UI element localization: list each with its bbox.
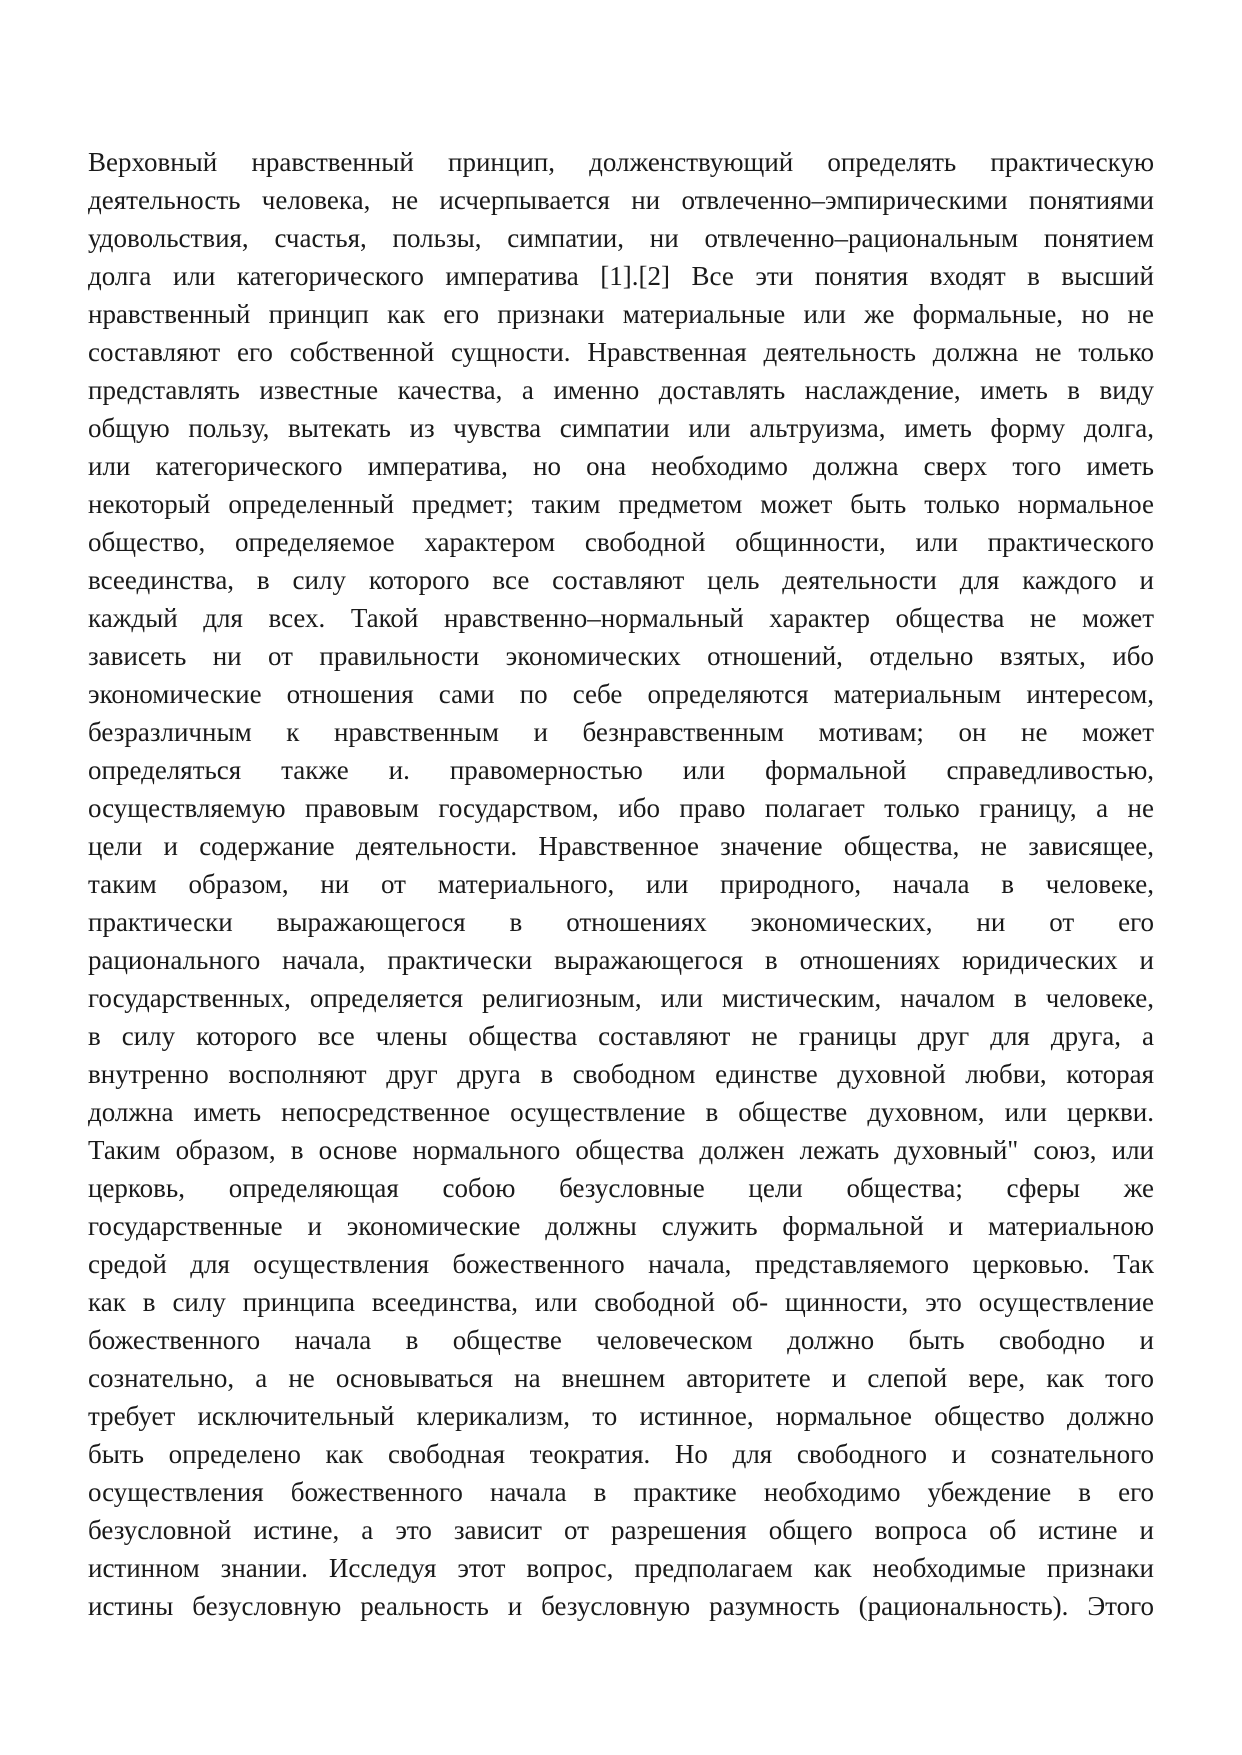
text-line: требует исключительный клерикализм, то истинное, нормальное общество должно	[88, 1401, 1154, 1431]
text-line: удовольствия, счастья, пользы, симпатии, ни отвлеченно–рациональным понятием	[88, 223, 1154, 253]
text-line: некоторый определенный предмет; таким предметом может быть только нормальное	[88, 489, 1154, 519]
text-line: в силу которого все члены общества составляют не границы друг для друга, а	[88, 1021, 1154, 1051]
text-line: составляют его собственной сущности. Нравственная деятельность должна не только	[88, 337, 1154, 367]
text-line: рационального начала, практически выражающегося в отношениях юридических и	[88, 945, 1154, 975]
text-line: нравственный принцип как его признаки материальные или же формальные, но не	[88, 299, 1154, 329]
text-line: быть определено как свободная теократия. Но для свободного и сознательного	[88, 1439, 1154, 1469]
text-line: Верховный нравственный принцип, долженствующий определять практическую	[88, 147, 1154, 177]
text-line: долга или категорического императива [1].[2] Все эти понятия входят в высший	[88, 261, 1154, 291]
text-line: экономические отношения сами по себе определяются материальным интересом,	[88, 679, 1154, 709]
text-line: таким образом, ни от материального, или природного, начала в человеке,	[88, 869, 1154, 899]
text-line: как в силу принципа всеединства, или свободной об- щинности, это осуществление	[88, 1287, 1154, 1317]
text-line: должна иметь непосредственное осуществление в обществе духовном, или церкви.	[88, 1097, 1154, 1127]
text-line: представлять известные качества, а именно доставлять наслаждение, иметь в виду	[88, 375, 1154, 405]
text-line: Таким образом, в основе нормального общества должен лежать духовный" союз, или	[88, 1135, 1154, 1165]
text-line: общую пользу, вытекать из чувства симпатии или альтруизма, иметь форму долга,	[88, 413, 1154, 443]
text-line: зависеть ни от правильности экономических отношений, отдельно взятых, ибо	[88, 641, 1154, 671]
text-line: безусловной истине, а это зависит от разрешения общего вопроса об истине и	[88, 1515, 1154, 1545]
text-line: истины безусловную реальность и безусловную разумность (рациональность). Этого	[88, 1591, 1154, 1621]
text-line: практически выражающегося в отношениях экономических, ни от его	[88, 907, 1154, 937]
text-line: безразличным к нравственным и безнравственным мотивам; он не может	[88, 717, 1154, 747]
text-line: осуществления божественного начала в практике необходимо убеждение в его	[88, 1477, 1154, 1507]
body-paragraph	[88, 143, 1154, 1625]
text-line: средой для осуществления божественного начала, представляемого церковью. Так	[88, 1249, 1154, 1279]
text-line: государственные и экономические должны служить формальной и материальною	[88, 1211, 1154, 1241]
text-line: истинном знании. Исследуя этот вопрос, предполагаем как необходимые признаки	[88, 1553, 1154, 1583]
text-line: каждый для всех. Такой нравственно–нормальный характер общества не может	[88, 603, 1154, 633]
text-line: осуществляемую правовым государством, ибо право полагает только границу, а не	[88, 793, 1154, 823]
text-line: божественного начала в обществе человеческом должно быть свободно и	[88, 1325, 1154, 1355]
text-line: всеединства, в силу которого все составляют цель деятельности для каждого и	[88, 565, 1154, 595]
text-line: государственных, определяется религиозным, или мистическим, началом в человеке,	[88, 983, 1154, 1013]
text-line: общество, определяемое характером свободной общинности, или практического	[88, 527, 1154, 557]
text-line: деятельность человека, не исчерпывается ни отвлеченно–эмпирическими понятиями	[88, 185, 1154, 215]
text-line: церковь, определяющая собою безусловные цели общества; сферы же	[88, 1173, 1154, 1203]
text-line: или категорического императива, но она необходимо должна сверх того иметь	[88, 451, 1154, 481]
text-line: определяться также и. правомерностью или формальной справедливостью,	[88, 755, 1154, 785]
text-line: цели и содержание деятельности. Нравственное значение общества, не зависящее,	[88, 831, 1154, 861]
text-line: внутренно восполняют друг друга в свободном единстве духовной любви, которая	[88, 1059, 1154, 1089]
text-line: сознательно, а не основываться на внешнем авторитете и слепой вере, как того	[88, 1363, 1154, 1393]
